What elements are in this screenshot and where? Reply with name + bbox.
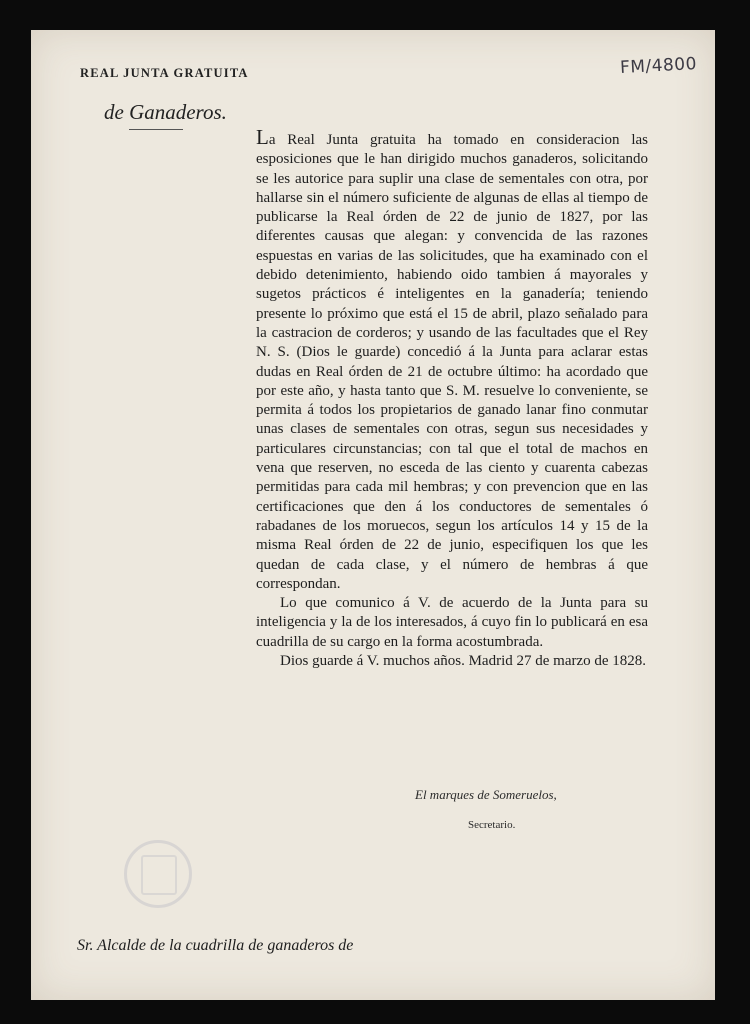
addressee-line: Sr. Alcalde de la cuadrilla de ganaderos de bbox=[77, 937, 354, 954]
organization-title: REAL JUNTA GRATUITA bbox=[80, 66, 249, 80]
stamp-emblem-icon bbox=[141, 855, 177, 895]
paragraph-2: Lo que comunico á V. de acuerdo de la Junta para su inteligencia y la de los interesados, á cuyo fin lo publicará en esa cuadrilla de su cargo en la forma acostumbrada. bbox=[256, 595, 648, 650]
drop-cap: L bbox=[256, 125, 269, 149]
letter-body bbox=[256, 125, 648, 671]
paragraph-1-text: a Real Junta gratuita ha tomado en consideracion las esposiciones que le han dirigido muchos ganaderos, solicitando se les autorice para suplir una clase de sementales con otra, por hallarse sin el número suficiente de algunas de ellas al tiempo de publicarse la Real órden de 22 de junio de 1827, por las diferentes causas que alegan: y convencida de las razones espuestas en varias de las solicitudes, que ha examinado con el debido detenimiento, habiendo oido tambien á mayorales y sugetos prácticos é inteligentes en la ganadería; teniendo presente lo próximo que está el 15 de abril, plazo señalado para la castracion de corderos; y usando de las facultades que el Rey N. S. (Dios le guarde) concedió á la Junta para aclarar estas dudas en Real órden de 21 de octubre último: ha acordado que por este año, y hasta tanto que S. M. resuelve lo conveniente, se permita á todos los propietarios de ganado lanar fino conmutar unas clases de sementales con otras, segun sus necesidades y particulares circunstancias; con tal que el total de machos en vena que reserven, no esceda de las ciento y cuarenta cabezas permitidas para cada mil hembras; y con prevencion que en las certificaciones que den á los conductores de sementales ó rabadanes de los moruecos, segun los artículos 14 y 15 de la misma Real órden de 22 de junio, especifiquen los que les quedan de cada clase, y el número de hembras á que correspondan. bbox=[256, 132, 648, 592]
paragraph-3: Dios guarde á V. muchos años. Madrid 27 de marzo de 1828. bbox=[280, 653, 647, 670]
subtitle-divider bbox=[129, 129, 183, 130]
signature-name: El marques de Someruelos, bbox=[415, 787, 557, 802]
library-stamp-icon bbox=[124, 840, 192, 908]
archive-reference: FM/4800 bbox=[619, 54, 698, 78]
signature-role: Secretario. bbox=[468, 819, 516, 831]
paragraph-1 bbox=[256, 125, 648, 594]
organization-subtitle: de Ganaderos. bbox=[104, 100, 227, 124]
